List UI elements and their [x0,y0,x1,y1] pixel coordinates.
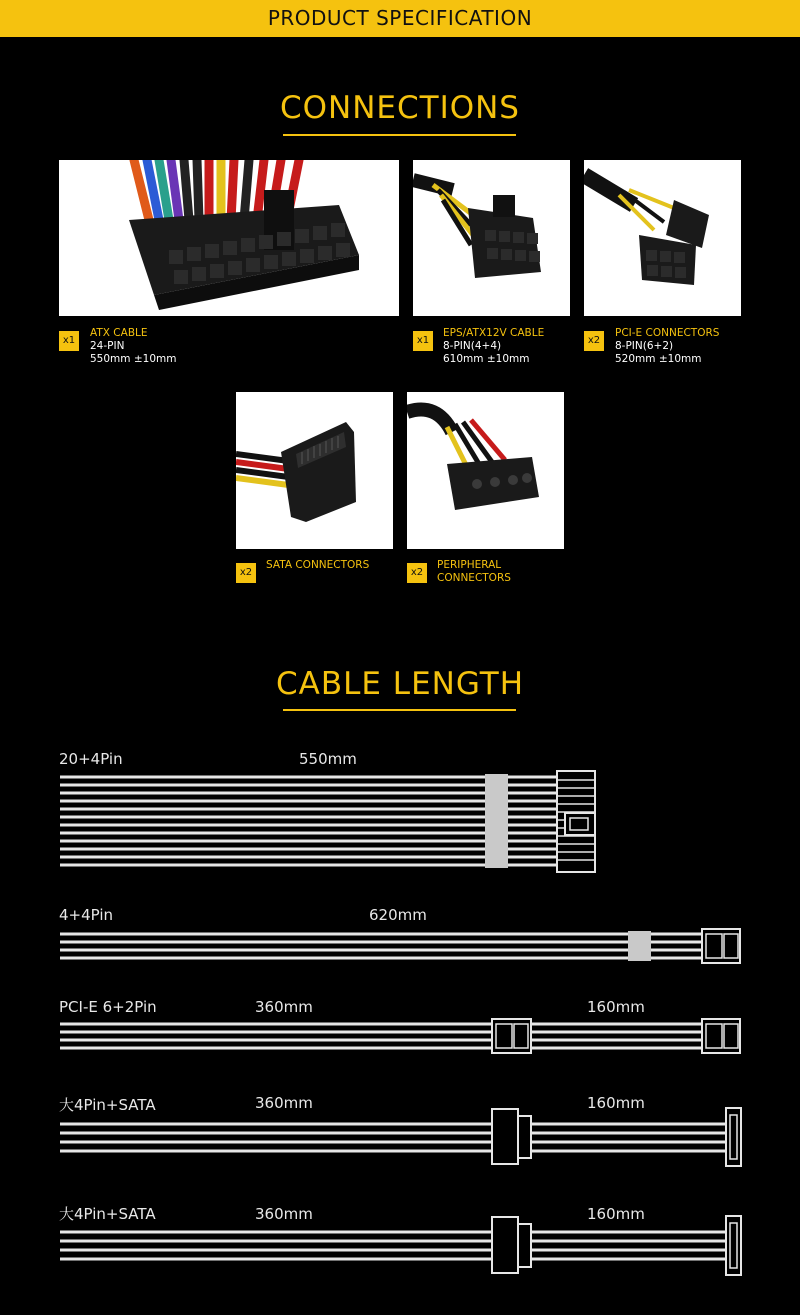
connection-name: SATA CONNECTORS [266,559,370,571]
cable-length-value-2: 160mm [587,1094,645,1112]
cable-length-title-underline [283,709,516,711]
connection-name-line2: CONNECTORS [437,572,511,584]
connection-length-spec: 610mm ±10mm [443,353,530,365]
connection-card-eps [413,160,573,370]
cable-length-title: CABLE LENGTH [275,666,525,702]
connection-caption [437,559,511,585]
qty-badge: x1 [59,331,79,351]
pcie-6plus2-connector-photo [584,160,741,316]
cable-diagram-molex-sata-2 [0,1214,800,1278]
connection-length-spec: 520mm ±10mm [615,353,702,365]
qty-badge: x2 [236,563,256,583]
qty-badge: x2 [407,563,427,583]
cable-diagram-molex-sata-1 [0,1106,800,1168]
cable-diagram-24pin [0,768,800,878]
cable-length-value: 550mm [299,750,357,768]
cable-diagram-8pin [0,926,800,966]
connection-name: PCI-E CONNECTORS [615,327,720,339]
cable-label: 20+4Pin [59,750,123,768]
connection-caption [90,327,176,366]
connection-card-sata [236,392,396,592]
cable-label: PCI-E 6+2Pin [59,998,157,1016]
connection-card-atx [59,160,399,370]
connection-name: ATX CABLE [90,327,148,339]
cable-length-value: 360mm [255,1205,313,1223]
cable-length-value: 360mm [255,998,313,1016]
cable-diagram-pcie [0,1016,800,1056]
connection-name: EPS/ATX12V CABLE [443,327,545,339]
connection-length-spec: 550mm ±10mm [90,353,177,365]
connection-pin-spec: 8-PIN(4+4) [443,340,502,352]
connection-caption [443,327,544,366]
connection-pin-spec: 24-PIN [90,340,125,352]
atx-24pin-connector-photo [59,160,399,316]
eps-8pin-connector-photo [413,160,570,316]
connection-card-peripheral [407,392,577,592]
connections-title: CONNECTIONS [279,90,520,126]
cable-length-value: 360mm [255,1094,313,1112]
cable-label: 大4Pin+SATA [59,1205,156,1223]
connection-card-pcie [584,160,754,370]
connection-caption [266,559,369,572]
connection-pin-spec: 8-PIN(6+2) [615,340,674,352]
cable-label: 4+4Pin [59,906,114,924]
cable-length-value: 620mm [369,906,427,924]
connections-title-underline [283,134,516,136]
page-header: PRODUCT SPECIFICATION [0,0,800,37]
sata-power-connector-photo [236,392,393,549]
cable-length-value-2: 160mm [587,1205,645,1223]
qty-badge: x2 [584,331,604,351]
molex-peripheral-connector-photo [407,392,564,549]
connection-caption [615,327,719,366]
qty-badge: x1 [413,331,433,351]
cable-label: 大4Pin+SATA [59,1096,156,1114]
cable-length-value-2: 160mm [587,998,645,1016]
connection-name: PERIPHERAL [437,559,502,571]
